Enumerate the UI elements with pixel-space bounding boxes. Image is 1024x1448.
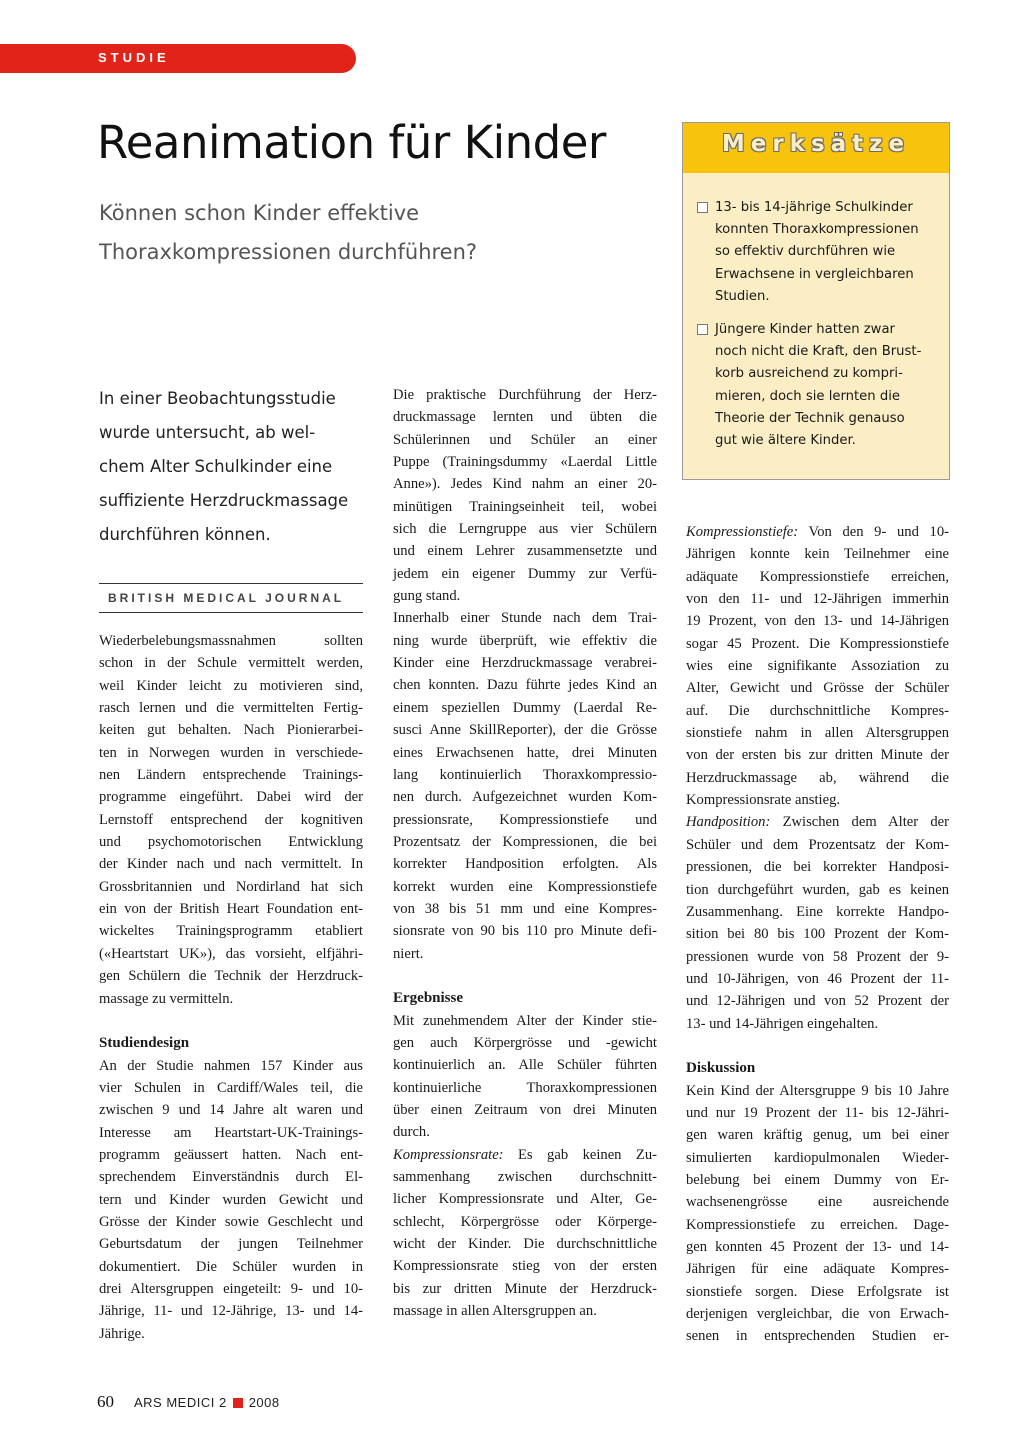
page-footer xyxy=(97,1392,280,1416)
body-line: wickeltes Trainingsprogramm etabliert xyxy=(99,923,363,940)
body-line: massage in allen Altersgruppen an. xyxy=(393,1303,597,1320)
heading-ergebnisse: Ergebnisse xyxy=(393,990,464,1007)
source-journal-label: BRITISH MEDICAL JOURNAL xyxy=(108,591,345,605)
key-points-header xyxy=(683,123,949,173)
lead-line-2: wurde untersucht, ab wel- xyxy=(99,423,316,442)
key-point-line: konnten Thoraxkompressionen xyxy=(715,222,919,238)
body-line: nen durch. Aufgezeichnet wurden Kom- xyxy=(393,789,657,806)
body-line: gen waren kräftig genug, um bei einer xyxy=(686,1127,949,1144)
body-line: gen auch Körpergrösse und -gewicht xyxy=(393,1034,657,1051)
body-line: belebung bei einem Dummy von Er- xyxy=(686,1171,949,1188)
body-text: Von den 9- und 10- xyxy=(798,524,949,540)
square-separator-icon xyxy=(233,1398,243,1408)
checkbox-bullet-icon xyxy=(697,202,708,213)
body-line: Interesse am Heartstart-UK-Trainings- xyxy=(99,1124,363,1141)
issue-year: 2008 xyxy=(248,1395,280,1410)
body-line: susci Anne SkillReporter), der die Grösse xyxy=(393,722,657,739)
body-line: tern und Kinder wurden Gewicht und xyxy=(99,1191,363,1208)
body-text: Es gab keinen Zu- xyxy=(503,1146,657,1163)
body-line: ein von der British Heart Foundation ent- xyxy=(99,901,363,918)
key-point-line: Jüngere Kinder hatten zwar xyxy=(715,322,895,337)
lead-line-3: chem Alter Schulkinder eine xyxy=(99,457,333,476)
body-line: Wiederbelebungsmassnahmen sollten xyxy=(99,633,363,649)
body-line: Grösse der Kinder sowie Geschlecht und xyxy=(99,1213,363,1230)
paragraph-gap xyxy=(393,965,657,987)
lead-line-1: In einer Beobachtungsstudie xyxy=(99,389,336,408)
body-line: wachsenengrösse eine ausreichende xyxy=(686,1194,949,1211)
body-line: gen konnten 45 Prozent der 13- und 14- xyxy=(686,1239,949,1255)
body-line: nen Ländern entsprechende Trainings- xyxy=(99,767,363,784)
key-point-line: Erwachsene in vergleichbaren xyxy=(715,266,914,282)
page-number: 60 xyxy=(97,1392,114,1411)
body-line: von der ersten bis zur dritten Minute der xyxy=(686,747,949,764)
subheading-kompressionsrate: Kompressionsrate: xyxy=(393,1146,504,1163)
column-2 xyxy=(393,384,657,1322)
key-points-box xyxy=(682,122,950,480)
body-line: sogar 45 Prozent. Die Kompressionstiefe xyxy=(686,635,949,652)
body-line: sionstiefe sorgen. Diese Erfolgsrate ist xyxy=(686,1283,949,1300)
body-line: keiten gut behalten. Nach Pionierarbei- xyxy=(99,722,363,739)
body-line: pressionen wurde von 58 Prozent der 9- xyxy=(686,948,949,965)
body-line: gung stand. xyxy=(393,588,461,605)
body-line: wies eine signifikante Assoziation zu xyxy=(686,658,949,675)
body-line: programme eingeführt. Dabei wird der xyxy=(99,789,363,806)
body-line: Jährigen für eine adäquate Kompres- xyxy=(686,1261,949,1278)
body-line: senen in entsprechenden Studien er- xyxy=(686,1328,949,1345)
body-line: und einem Lehrer zusammensetzte und xyxy=(393,543,657,560)
body-line: chen konnten. Dazu führte jedes Kind an xyxy=(393,677,657,694)
body-line: rasch lernen und die vermittelten Fertig- xyxy=(99,700,363,717)
body-line: sich die Lerngruppe aus vier Schülern xyxy=(393,521,657,538)
heading-studiendesign: Studiendesign xyxy=(99,1035,190,1052)
body-line: kontinuierliche Thoraxkompressionen xyxy=(393,1079,657,1096)
paragraph-gap xyxy=(99,1010,363,1032)
section-label: STUDIE xyxy=(98,50,170,65)
key-point-line: so effektiv durchführen wie xyxy=(715,244,896,260)
body-line: Puppe (Trainingsdummy «Laerdal Little xyxy=(393,454,657,471)
body-line: einem speziellen Dummy (Laerdal Re- xyxy=(393,699,657,716)
paragraph-gap xyxy=(686,1035,949,1057)
body-line: eines Erwachsenen hatte, drei Minuten xyxy=(393,744,657,761)
body-line: ning wurde überprüft, wie effektiv die xyxy=(393,632,657,649)
section-tab xyxy=(0,44,356,73)
column-3 xyxy=(686,521,949,1348)
body-line: vier Schulen in Cardiff/Wales teil, die xyxy=(99,1079,363,1096)
lead-line-5: durchführen können. xyxy=(99,525,271,544)
body-text: Zwischen dem Alter der xyxy=(770,814,949,831)
key-point-line: Studien. xyxy=(715,288,770,304)
body-line: und 12-Jährigen und von 52 Prozent der xyxy=(686,993,949,1010)
body-line xyxy=(686,521,949,543)
body-line: bis zur dritten Minute der Herzdruck- xyxy=(393,1280,657,1297)
heading-diskussion: Diskussion xyxy=(686,1060,756,1077)
body-line: minütigen Trainingseinheit teil, wobei xyxy=(393,498,657,515)
key-point-line: gut wie ältere Kinder. xyxy=(715,433,856,449)
body-line xyxy=(393,1144,657,1166)
body-line: pressionen, die bei korrekter Handposi- xyxy=(686,859,949,876)
body-line: von 38 bis 51 mm und eine Kompres- xyxy=(393,900,657,917)
body-line: und psychomotorischen Entwicklung xyxy=(99,834,363,851)
key-point-line: mieren, doch sie lernten die xyxy=(715,388,900,404)
checkbox-bullet-icon xyxy=(697,324,708,335)
key-points-title: Merksätze xyxy=(721,131,911,157)
body-line: wicht der Kinder. Die durchschnittliche xyxy=(393,1236,657,1253)
body-line: licher Kompressionsrate und Alter, Ge- xyxy=(393,1191,657,1208)
body-line: sition bei 80 bis 100 Prozent der Kom- xyxy=(686,926,949,943)
body-line: Kompressionstiefe zu erreichen. Dage- xyxy=(686,1216,949,1233)
body-line: weil Kinder leicht zu motivieren sind, xyxy=(99,677,363,694)
body-line: druckmassage lernten und übten die xyxy=(393,409,657,426)
body-line: Die praktische Durchführung der Herz- xyxy=(393,387,657,403)
body-line: simulierten kardiopulmonalen Wieder- xyxy=(686,1149,949,1166)
body-line: niert. xyxy=(393,945,424,962)
body-line: massage zu vermitteln. xyxy=(99,990,234,1007)
body-line: Grossbritannien und Nordirland hat sich xyxy=(99,878,363,895)
key-point-line: Theorie der Technik genauso xyxy=(715,410,905,426)
body-line xyxy=(686,811,949,833)
body-line: Alter, Gewicht und Grösse der Schüler xyxy=(686,680,949,697)
body-line: Herzdruckmassage ab, während die xyxy=(686,769,949,786)
subheading-handposition: Handposition: xyxy=(686,814,771,831)
subtitle-line-1: Können schon Kinder effektive xyxy=(99,201,420,225)
column-1 xyxy=(99,630,363,1345)
body-line: 13- und 14-Jährigen eingehalten. xyxy=(686,1015,879,1032)
body-line: der Kinder nach und nach vermittelt. In xyxy=(99,856,363,873)
body-line: Anne»). Jedes Kind nahm an einer 20- xyxy=(393,476,657,493)
body-line: Zusammenhang. Eine korrekte Handpo- xyxy=(686,903,949,920)
body-line: An der Studie nahmen 157 Kinder aus xyxy=(99,1057,363,1074)
body-line: über einen Zeitraum von drei Minuten xyxy=(393,1102,657,1118)
body-line: dokumentiert. Die Schüler wurden in xyxy=(99,1258,363,1275)
body-line: Innerhalb einer Stunde nach dem Trai- xyxy=(393,610,657,627)
body-line: Lernstoff entsprechend der kognitiven xyxy=(99,811,363,828)
body-line: schlecht, Körpergrösse oder Körperge- xyxy=(393,1213,657,1230)
body-line: korrekt wurden eine Kompressionstiefe xyxy=(393,878,657,895)
body-line: Kompressionsrate anstieg. xyxy=(686,792,841,809)
body-line: Jährige. xyxy=(99,1325,145,1342)
body-line: jedem ein eigener Dummy zur Verfü- xyxy=(393,565,657,582)
key-point-line: noch nicht die Kraft, den Brust- xyxy=(715,344,922,360)
body-line: kontinuierlich an. Alle Schüler führten xyxy=(393,1057,657,1074)
subtitle-line-2: Thoraxkompressionen durchführen? xyxy=(99,240,478,264)
body-line: sionsrate von 90 bis 110 pro Minute defi- xyxy=(393,923,657,940)
body-line: Jährige, 11- und 12-Jährige, 13- und 14- xyxy=(99,1303,363,1320)
body-line: gen Schülern die Technik der Herzdruck- xyxy=(99,968,363,985)
key-point-line: korb ausreichend zu kompri- xyxy=(715,366,903,382)
body-line: Jährigen konnte kein Teilnehmer eine xyxy=(686,546,949,563)
body-line: lang kontinuierlich Thoraxkompressio- xyxy=(393,766,657,783)
body-line: ten in Norwegen wurden in verschiede- xyxy=(99,744,363,761)
source-journal xyxy=(99,583,363,613)
body-line: und 10-Jährigen, von 46 Prozent der 11- xyxy=(686,970,949,987)
body-line: Schüler und dem Prozentsatz der Kom- xyxy=(686,836,949,853)
body-line: programm geäussert hatten. Nach ent- xyxy=(99,1146,363,1163)
body-line: pressionsrate, Kompressionstiefe und xyxy=(393,811,657,828)
body-line: schon in der Schule vermittelt werden, xyxy=(99,655,363,672)
body-line: Kein Kind der Altersgruppe 9 bis 10 Jahre xyxy=(686,1082,949,1099)
body-line: auf. Die durchschnittliche Kompres- xyxy=(686,702,949,719)
journal-name: ARS MEDICI 2 xyxy=(134,1395,227,1410)
body-line: adäquate Kompressionstiefe erreichen, xyxy=(686,568,949,585)
key-point-line: 13- bis 14-jährige Schulkinder xyxy=(715,200,913,215)
article-title: Reanimation für Kinder xyxy=(97,116,606,169)
body-line: Schülerinnen und Schüler an einer xyxy=(393,431,657,448)
body-line: und nur 19 Prozent der 11- bis 12-Jähri- xyxy=(686,1104,949,1121)
body-line: sammenhang zwischen durchschnitt- xyxy=(393,1169,657,1186)
body-line: («Heartstart UK»), das vorsieht, elfjähri- xyxy=(99,945,363,962)
subheading-kompressionstiefe: Kompressionstiefe: xyxy=(686,524,799,540)
body-line: Kompressionsrate stieg von der ersten xyxy=(393,1258,657,1275)
body-line: Kinder eine Herzdruckmassage verabrei- xyxy=(393,655,657,672)
body-line: drei Altersgruppen eingeteilt: 9- und 10- xyxy=(99,1280,363,1297)
body-line: tion durchgeführt wurden, gab es keinen xyxy=(686,881,949,898)
body-line: Geburtsdatum der jungen Teilnehmer xyxy=(99,1236,363,1253)
body-line: von den 11- und 12-Jährigen immerhin xyxy=(686,591,949,608)
body-line: derjenigen vergleichbar, die von Erwach- xyxy=(686,1306,949,1323)
body-line: Mit zunehmendem Alter der Kinder stie- xyxy=(393,1012,657,1029)
body-line: durch. xyxy=(393,1124,430,1141)
body-line: sprechendem Einverständnis durch El- xyxy=(99,1169,363,1186)
body-line: korrekter Handposition erfolgten. Als xyxy=(393,856,657,873)
body-line: sionstiefe nahm in allen Altersgruppen xyxy=(686,725,949,742)
body-line: Prozentsatz der Kompressionen, die bei xyxy=(393,833,657,850)
body-line: zwischen 9 und 14 Jahre alt waren und xyxy=(99,1102,363,1119)
lead-line-4: suffiziente Herzdruckmassage xyxy=(99,491,349,510)
body-line: 19 Prozent, von den 13- und 14-Jährigen xyxy=(686,613,949,630)
